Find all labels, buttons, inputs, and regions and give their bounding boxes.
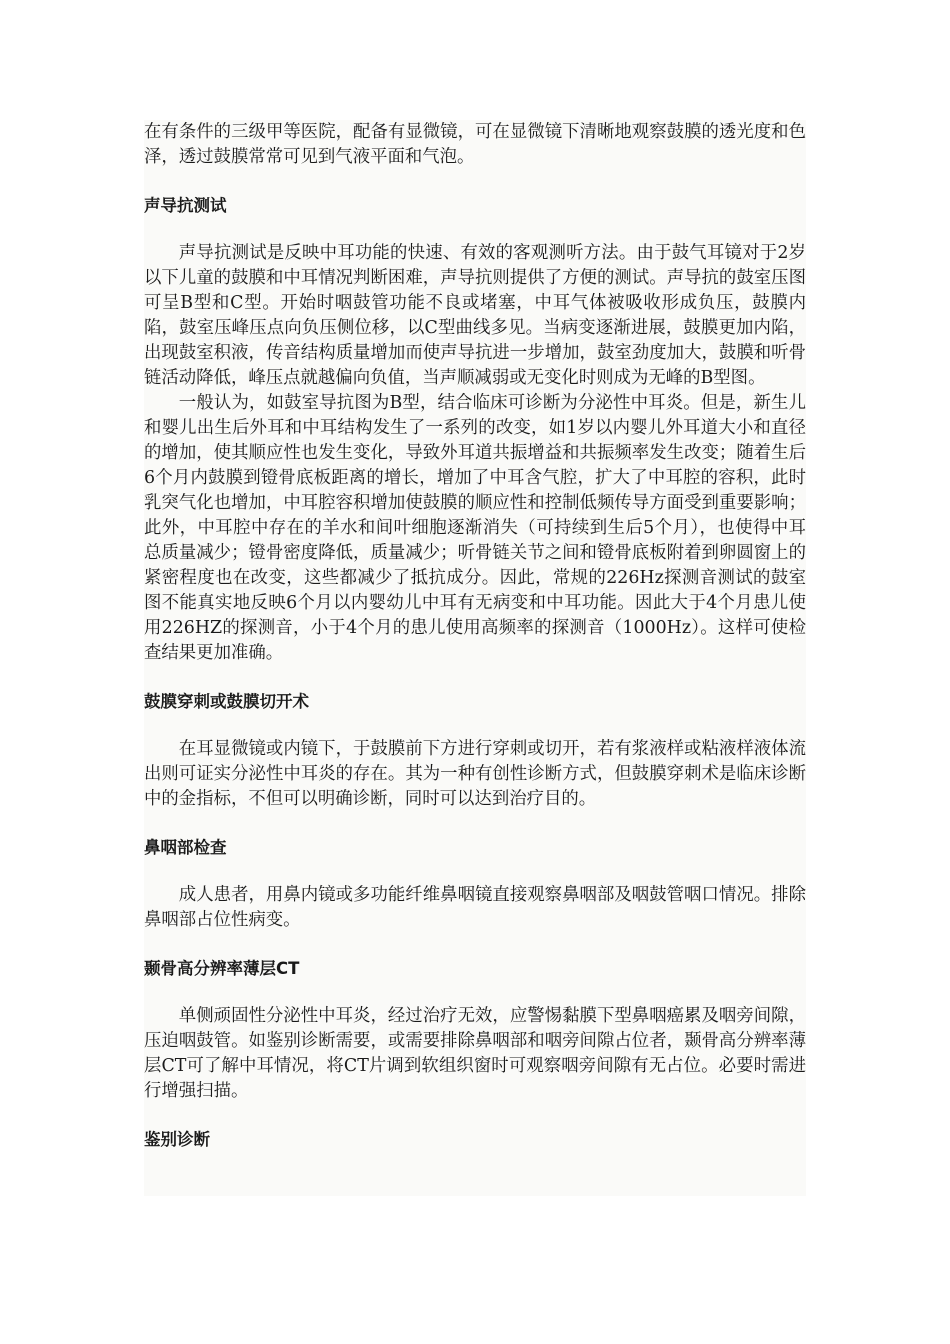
section-heading-temporal-ct: 颞骨高分辨率薄层CT (144, 959, 300, 978)
section-heading-nasopharynx-exam: 鼻咽部检查 (144, 838, 227, 857)
nasopharynx-exam-paragraph: 成人患者，用鼻内镜或多功能纤维鼻咽镜直接观察鼻咽部及咽鼓管咽口情况。排除鼻咽部占位性病变。 (144, 885, 806, 930)
section-heading-differential-diagnosis: 鉴别诊断 (144, 1130, 210, 1149)
acoustic-impedance-paragraph-1: 声导抗测试是反映中耳功能的快速、有效的客观测听方法。由于鼓气耳镜对于2岁以下儿童的鼓膜和中耳情况判断困难，声导抗则提供了方便的测试。声导抗的鼓室压图可呈B型和C型。开始时咽鼓管功能不良或堵塞，中耳气体被吸收形成负压，鼓膜内陷，鼓室压峰压点向负压侧位移，以C型曲线多见。当病变逐渐进展，鼓膜更加内陷，出现鼓室积液，传音结构质量增加而使声导抗进一步增加，鼓室劲度加大，鼓膜和听骨链活动降低，峰压点就越偏向负值，当声顺减弱或无变化时则成为无峰的B型图。 (144, 243, 806, 388)
acoustic-impedance-paragraph-2: 一般认为，如鼓室导抗图为B型，结合临床可诊断为分泌性中耳炎。但是，新生儿和婴儿出生后外耳和中耳结构发生了一系列的改变，如1岁以内婴儿外耳道大小和直径的增加，使其顺应性也发生变化，导致外耳道共振增益和共振频率发生改变；随着生后6个月内鼓膜到镫骨底板距离的增长，增加了中耳含气腔，扩大了中耳腔的容积，此时乳突气化也增加，中耳腔容积增加使鼓膜的顺应性和控制低频传导方面受到重要影响；此外，中耳腔中存在的羊水和间叶细胞逐渐消失（可持续到生后5个月），也使得中耳总质量减少；镫骨密度降低，质量减少；听骨链关节之间和镫骨底板附着到卵圆窗上的紧密程度也在改变，这些都减少了抵抗成分。因此，常规的226Hz探测音测试的鼓室图不能真实地反映6个月以内婴幼儿中耳有无病变和中耳功能。因此大于4个月患儿使用226HZ的探测音，小于4个月的患儿使用高频率的探测音（1000Hz）。这样可使检查结果更加准确。 (144, 393, 806, 663)
document-page (144, 120, 806, 1196)
section-heading-acoustic-impedance: 声导抗测试 (144, 196, 227, 215)
section-heading-tympanocentesis: 鼓膜穿刺或鼓膜切开术 (144, 692, 309, 711)
intro-paragraph: 在有条件的三级甲等医院，配备有显微镜，可在显微镜下清晰地观察鼓膜的透光度和色泽，透过鼓膜常常可见到气液平面和气泡。 (144, 122, 806, 167)
tympanocentesis-paragraph: 在耳显微镜或内镜下，于鼓膜前下方进行穿刺或切开，若有浆液样或粘液样液体流出则可证实分泌性中耳炎的存在。其为一种有创性诊断方式，但鼓膜穿刺术是临床诊断中的金指标，不但可以明确诊断，同时可以达到治疗目的。 (144, 739, 806, 809)
temporal-ct-paragraph: 单侧顽固性分泌性中耳炎，经过治疗无效，应警惕黏膜下型鼻咽癌累及咽旁间隙，压迫咽鼓管。如鉴别诊断需要，或需要排除鼻咽部和咽旁间隙占位者，颞骨高分辨率薄层CT可了解中耳情况，将CT片调到软组织窗时可观察咽旁间隙有无占位。必要时需进行增强扫描。 (144, 1006, 806, 1101)
